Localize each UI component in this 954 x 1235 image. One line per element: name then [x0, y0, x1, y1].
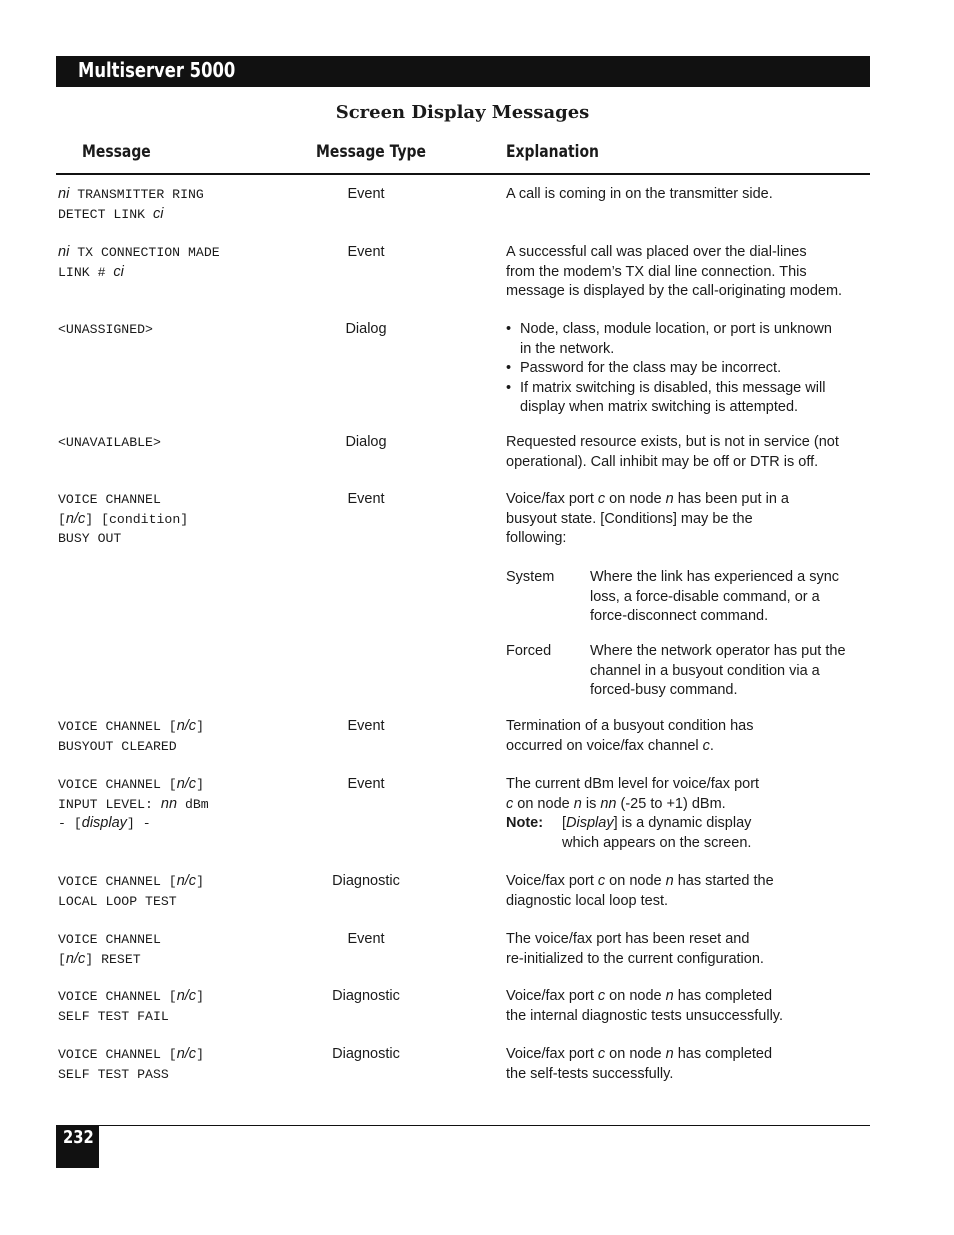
message-code: VOICE CHANNEL [n/c] [condition] BUSY OUT — [58, 492, 189, 546]
message-type: Dialog — [345, 321, 387, 337]
message-type: Diagnostic — [332, 1046, 400, 1062]
message-code: VOICE CHANNEL [n/c] SELF TEST FAIL — [58, 988, 204, 1024]
column-header-message-type: Message Type — [316, 142, 426, 162]
explanation: Voice/fax port c on node n has completed the self-tests successfully. — [506, 1046, 773, 1082]
message-type: Event — [347, 776, 385, 792]
message-code: VOICE CHANNEL [n/c] RESET — [58, 932, 161, 967]
page-number: 232 — [63, 1127, 94, 1148]
message-type: Diagnostic — [332, 873, 400, 889]
message-code: VOICE CHANNEL [n/c] LOCAL LOOP TEST — [58, 873, 204, 909]
document-title: Multiserver 5000 — [78, 58, 236, 82]
message-code: <UNAVAILABLE> — [58, 435, 161, 450]
footer-rule — [56, 1125, 870, 1126]
condition-text: Where the network operator has put the channel in a busyout condition via a forced-busy command. — [590, 643, 846, 698]
message-code: VOICE CHANNEL [n/c] BUSYOUT CLEARED — [58, 718, 204, 754]
bullet-item: • If matrix switching is disabled, this message will display when matrix switching is attempted. — [506, 379, 876, 418]
message-code: <UNASSIGNED> — [58, 322, 153, 337]
column-header-explanation: Explanation — [506, 142, 599, 162]
explanation: Voice/fax port c on node n has completed the internal diagnostic tests unsuccessfully. — [506, 988, 783, 1024]
header-bar — [56, 56, 870, 87]
message-type: Event — [347, 244, 385, 260]
explanation: A call is coming in on the transmitter side. — [506, 186, 773, 202]
note-label: Note: — [506, 815, 544, 831]
message-type: Event — [347, 186, 385, 202]
message-code: VOICE CHANNEL [n/c] SELF TEST PASS — [58, 1046, 204, 1082]
explanation: The current dBm level for voice/fax port c on node n is nn (-25 to +1) dBm. Note: [Display] is a dynamic display which appears on the screen. — [506, 776, 760, 851]
explanation: Requested resource exists, but is not in service (not operational). Call inhibit may be off or DTR is off. — [506, 434, 839, 470]
note-text: [Display] is a dynamic display — [562, 815, 752, 831]
explanation: Voice/fax port c on node n has started the diagnostic local loop test. — [506, 873, 774, 909]
page-number-box — [56, 1126, 99, 1168]
message-code: ni TRANSMITTER RING DETECT LINK ci — [58, 186, 204, 222]
message-type: Event — [347, 491, 385, 507]
message-type: Dialog — [345, 434, 387, 450]
message-code: ni TX CONNECTION MADE LINK # ci — [58, 244, 220, 280]
explanation: The voice/fax port has been reset and re-initialized to the current configuration. — [506, 931, 764, 967]
explanation: A successful call was placed over the dial-lines from the modem’s TX dial line connection. This message is displayed by the call-originating modem. — [506, 244, 843, 299]
condition-text: Where the link has experienced a sync loss, a force-disable command, or a force-disconnect command. — [590, 569, 840, 624]
message-code: VOICE CHANNEL [n/c] INPUT LEVEL: nn dBm - [display] - — [58, 776, 209, 831]
explanation: Termination of a busyout condition has occurred on voice/fax channel c. — [506, 718, 754, 754]
explanation-bullets — [506, 320, 876, 418]
condition-label: Forced — [506, 643, 552, 659]
message-type: Diagnostic — [332, 988, 400, 1004]
condition-label: System — [506, 569, 555, 585]
header-rule — [56, 173, 870, 175]
bullet-item: • Password for the class may be incorrect. — [506, 359, 876, 379]
explanation: Voice/fax port c on node n has been put in a busyout state. [Conditions] may be the following: — [506, 491, 789, 546]
bullet-item: • Node, class, module location, or port is unknown in the network. — [506, 320, 876, 359]
message-type: Event — [347, 718, 385, 734]
section-title: Screen Display Messages — [335, 102, 590, 123]
message-type: Event — [347, 931, 385, 947]
column-header-message: Message — [82, 142, 151, 162]
